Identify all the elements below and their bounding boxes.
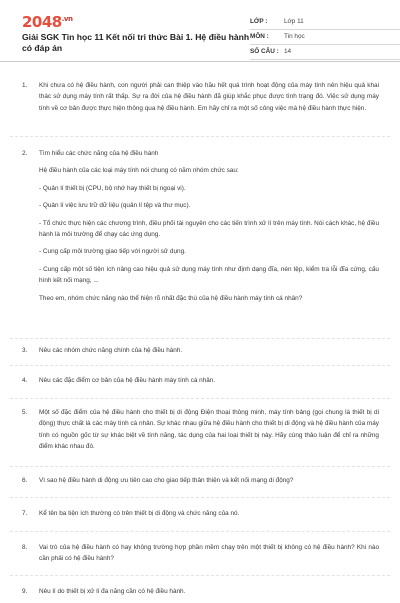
divider <box>10 338 390 339</box>
question-text: Theo em, nhóm chức năng nào thể hiện rõ nhất đặc thù của hệ điều hành máy tính cá nhân? <box>39 294 303 302</box>
meta-table <box>250 15 400 60</box>
question-text: - Quản lí thiết bị (CPU, bộ nhớ hay thiết bị ngoại vi). <box>39 184 186 192</box>
divider <box>10 136 390 137</box>
meta-key: LỚP : <box>250 18 268 25</box>
divider <box>10 575 390 576</box>
question-text: - Quản lí việc lưu trữ dữ liệu (quản lí tệp và thư mục). <box>39 202 191 210</box>
question-number: 1. <box>22 82 28 89</box>
logo-text: 2048 <box>22 13 62 31</box>
question-text: Nêu các đặc điểm cơ bản của hệ điều hành máy tính cá nhân. <box>39 377 216 384</box>
question-number: 2. <box>22 150 28 157</box>
meta-row-grade <box>250 15 400 30</box>
meta-row-count <box>250 45 400 60</box>
logo-suffix: .vn <box>61 15 73 23</box>
meta-value: 14 <box>284 48 292 55</box>
question-text: - Tổ chức thực hiện các chương trình, điều phối tài nguyên cho các tiến trình xử lí trên máy tính. Nói cách khác, hệ điều hành là môi trường để chạy các ứng dụng. <box>39 219 379 239</box>
question-text: Nêu các nhóm chức năng chính của hệ điều hành. <box>39 347 183 354</box>
question-number: 5. <box>22 409 28 416</box>
question-number: 6. <box>22 477 28 484</box>
meta-key: SỐ CÂU : <box>250 48 279 55</box>
meta-value: Lớp 11 <box>284 18 304 25</box>
site-logo[interactable] <box>22 13 72 31</box>
meta-key: MÔN : <box>250 33 269 40</box>
question-text: Vai trò của hệ điều hành có hay không trường hợp phần mềm chạy trên một thiết bị không có hệ điều hành? Khi nào cần phải có hệ điều hành? <box>39 544 379 563</box>
question-number: 8. <box>22 544 28 551</box>
divider <box>10 398 390 399</box>
divider <box>10 365 390 366</box>
meta-row-subject <box>250 30 400 45</box>
question-number: 7. <box>22 510 28 517</box>
question-text: - Cung cấp môi trường giao tiếp với người sử dụng. <box>39 248 186 256</box>
divider <box>10 466 390 467</box>
question-number: 4. <box>22 377 28 384</box>
question-text: Khi chưa có hệ điều hành, con người phải can thiệp vào hầu hết quá trình hoạt động của máy tính nên hiệu quả khai thác sử dụng máy tính rất thấp. Sự ra đời của hệ điều hành đã giúp khắc phục được tình trạng đó. Việc sử dụng máy tính về cơ bản được thực hiện thông qua hệ điều hành. Em hãy chỉ ra một số công việc mà hệ điều hành thực hiện. <box>39 82 379 112</box>
meta-value: Tin học <box>284 33 305 40</box>
question-text: Vì sao hệ điều hành di động ưu tiên cao cho giao tiếp thân thiện và kết nối mạng di động? <box>39 477 294 484</box>
question-number: 3. <box>22 347 28 354</box>
divider <box>10 531 390 532</box>
question-text: Tìm hiểu các chức năng của hệ điều hành <box>39 150 159 157</box>
question-number: 9. <box>22 588 28 595</box>
question-text: Một số đặc điểm của hệ điều hành cho thiết bị di động Điện thoại thông minh, máy tính bảng (gọi chung là thiết bị di động) thực chất là các máy tính cá nhân. Sự khác nhau giữa hệ điều hành cho thiết bị di động và hệ điều hành của máy tính có nguồn gốc từ sự khác biệt về tính năng, tác dụng của hai loại thiết bị này. Hãy cùng thảo luận để chỉ ra những điểm khác nhau đó. <box>39 409 379 451</box>
question-text: Hệ điều hành của các loại máy tính nói chung có năm nhóm chức sau: <box>39 167 239 175</box>
question-text: Kể tên ba tiện ích thường có trên thiết bị di động và chức năng của nó. <box>39 510 240 517</box>
page-header <box>0 0 400 62</box>
question-text: Nêu lí do thiết bị xử lí đa năng cần có hệ điều hành. <box>39 588 186 595</box>
page-title: Giải SGK Tin học 11 Kết nối tri thức Bài 1. Hệ điều hành có đáp án <box>22 32 250 53</box>
divider <box>10 497 390 498</box>
question-text: - Cung cấp một số tiện ích nâng cao hiệu quả sử dụng máy tính như định dạng đĩa, nén tệp, kiểm tra lỗi đĩa cứng, cấu hình kết nối mạng, ... <box>39 265 379 285</box>
